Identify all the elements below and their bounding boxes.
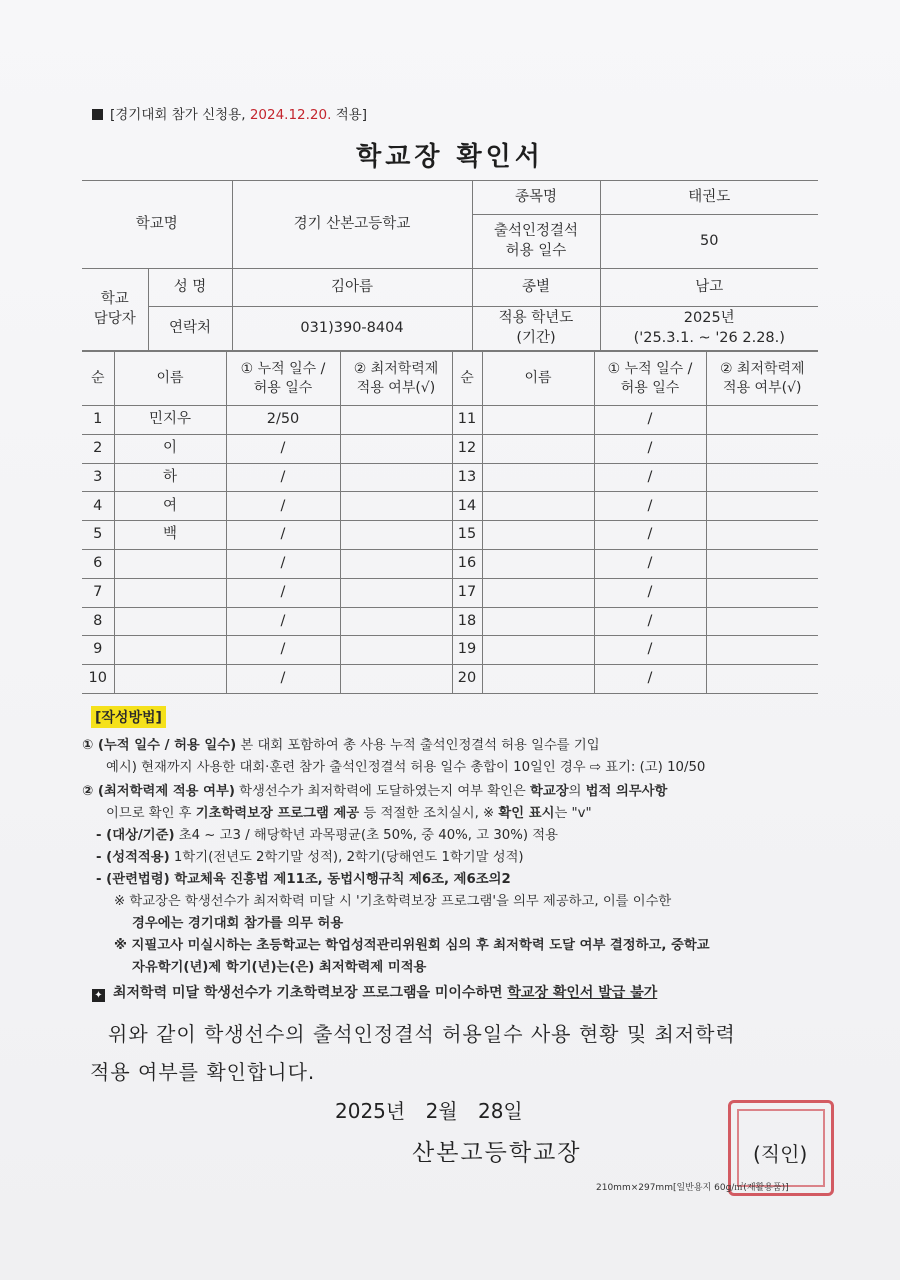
sport-value: 태권도 (600, 181, 818, 215)
student-flag (706, 406, 818, 435)
student-days: / (226, 434, 340, 463)
student-no: 18 (452, 607, 482, 636)
student-flag (340, 665, 452, 694)
student-name (114, 578, 226, 607)
student-flag (706, 549, 818, 578)
seal-label: (직인) (753, 1142, 808, 1166)
student-days: / (594, 521, 706, 550)
instruction-line-3: ② (최저학력제 적용 여부) 학생선수가 최저학력에 도달하였는지 여부 확인은 학교장의 법적 의무사항 (82, 784, 668, 799)
student-no: 5 (82, 521, 114, 550)
instruction-line-7: - (관련법령) 학교체육 진흥법 제11조, 동법시행규칙 제6조, 제6조의2 (96, 872, 511, 887)
student-days: / (226, 492, 340, 521)
student-name: 하 (114, 463, 226, 492)
student-no: 8 (82, 607, 114, 636)
student-days: 2/50 (226, 406, 340, 435)
student-name (482, 607, 594, 636)
instruction-line-6: - (성적적용) 1학기(전년도 2학기말 성적), 2학기(당해연도 1학기말 성적) (96, 850, 524, 865)
student-name: 여 (114, 492, 226, 521)
student-name (482, 492, 594, 521)
student-flag (706, 521, 818, 550)
student-name (114, 549, 226, 578)
student-no: 14 (452, 492, 482, 521)
student-name (482, 434, 594, 463)
student-flag (706, 578, 818, 607)
paper-spec: 210mm×297mm[일반용지 60g/㎡(재활용품)] (596, 1183, 789, 1193)
student-no: 12 (452, 434, 482, 463)
year-label: 적용 학년도 (기간) (472, 307, 600, 351)
student-flag (340, 549, 452, 578)
student-flag (340, 492, 452, 521)
student-name (114, 636, 226, 665)
student-no: 15 (452, 521, 482, 550)
student-days: / (594, 636, 706, 665)
student-flag (340, 434, 452, 463)
col-name: 이름 (114, 352, 226, 406)
col-flag: ② 최저학력제 적용 여부(√) (340, 352, 452, 406)
student-name (482, 406, 594, 435)
student-flag (706, 665, 818, 694)
year-value: 2025년 ('25.3.1. ~ '26 2.28.) (600, 307, 818, 351)
student-no: 4 (82, 492, 114, 521)
student-days: / (226, 607, 340, 636)
student-flag (340, 406, 452, 435)
student-name (482, 463, 594, 492)
top-note: [경기대회 참가 신청용, 2024.12.20. 적용] (92, 103, 367, 123)
student-name: 이 (114, 434, 226, 463)
school-value: 경기 산본고등학교 (232, 181, 472, 269)
instruction-line-1: ① (누적 일수 / 허용 일수) 본 대회 포함하여 총 사용 누적 출석인정결석 허용 일수를 기입 (82, 738, 600, 753)
square-bullet-icon (92, 109, 103, 120)
table-row (82, 434, 818, 463)
notice-icon: ✦ (92, 989, 105, 1002)
col-no: 순 (82, 352, 114, 406)
table-row (82, 492, 818, 521)
student-days: / (594, 492, 706, 521)
student-flag (340, 463, 452, 492)
student-days: / (226, 636, 340, 665)
student-rows (82, 406, 818, 694)
student-flag (706, 434, 818, 463)
student-no: 17 (452, 578, 482, 607)
student-days: / (594, 549, 706, 578)
student-table (82, 351, 818, 694)
student-days: / (226, 549, 340, 578)
student-no: 7 (82, 578, 114, 607)
student-days: / (594, 607, 706, 636)
allow-days-label: 출석인정결석 허용 일수 (472, 215, 600, 269)
student-days: / (226, 463, 340, 492)
student-name (482, 665, 594, 694)
table-row (82, 578, 818, 607)
student-flag (706, 607, 818, 636)
student-no: 6 (82, 549, 114, 578)
principal-name: 산본고등학교장 (412, 1140, 582, 1166)
table-row (82, 549, 818, 578)
instruction-line-8: ※ 학교장은 학생선수가 최저학력 미달 시 '기초학력보장 프로그램'을 의무 제공하고, 이를 이수한 (114, 894, 672, 909)
student-no: 19 (452, 636, 482, 665)
student-flag (340, 521, 452, 550)
col-flag-2: ② 최저학력제 적용 여부(√) (706, 352, 818, 406)
student-days: / (594, 434, 706, 463)
sport-label: 종목명 (472, 181, 600, 215)
table-row (82, 665, 818, 694)
name-label: 성 명 (148, 269, 232, 307)
instruction-line-5: - (대상/기준) 초4 ~ 고3 / 해당학년 과목평균(초 50%, 중 40%, 고 30%) 적용 (96, 828, 558, 843)
student-name (482, 636, 594, 665)
student-no: 13 (452, 463, 482, 492)
instruction-line-11: 자유학기(년)제 학기(년)는(은) 최저학력제 미적용 (132, 960, 427, 975)
student-days: / (226, 665, 340, 694)
student-flag (340, 636, 452, 665)
col-days-2: ① 누적 일수 / 허용 일수 (594, 352, 706, 406)
event-value: 남고 (600, 269, 818, 307)
issue-date: 2025년 2월 28일 (335, 1099, 523, 1123)
instruction-line-12: ✦ 최저학력 미달 학생선수가 기초학력보장 프로그램을 미이수하면 학교장 확인서 발급 불가 (92, 982, 657, 1002)
col-name-2: 이름 (482, 352, 594, 406)
event-label: 종별 (472, 269, 600, 307)
school-label: 학교명 (82, 181, 232, 269)
instructions-title: [작성방법] (91, 706, 166, 728)
student-no: 20 (452, 665, 482, 694)
table-row (82, 636, 818, 665)
instruction-line-9: 경우에는 경기대회 참가를 의무 허용 (132, 916, 344, 931)
manager-label: 학교 담당자 (82, 269, 148, 351)
student-flag (706, 636, 818, 665)
student-days: / (226, 578, 340, 607)
allow-days-value: 50 (600, 215, 818, 269)
student-name (114, 607, 226, 636)
student-flag (706, 492, 818, 521)
student-no: 11 (452, 406, 482, 435)
name-value: 김아름 (232, 269, 472, 307)
student-no: 3 (82, 463, 114, 492)
student-name (482, 521, 594, 550)
student-name (114, 665, 226, 694)
col-no-2: 순 (452, 352, 482, 406)
student-days: / (226, 521, 340, 550)
student-days: / (594, 406, 706, 435)
student-name: 백 (114, 521, 226, 550)
student-flag (706, 463, 818, 492)
student-days: / (594, 463, 706, 492)
table-row (82, 521, 818, 550)
student-no: 10 (82, 665, 114, 694)
col-days: ① 누적 일수 / 허용 일수 (226, 352, 340, 406)
student-no: 9 (82, 636, 114, 665)
student-no: 16 (452, 549, 482, 578)
student-days: / (594, 665, 706, 694)
contact-value: 031)390-8404 (232, 307, 472, 351)
instruction-line-10: ※ 지필고사 미실시하는 초등학교는 학업성적관리위원회 심의 후 최저학력 도달 여부 결정하고, 중학교 (114, 938, 710, 953)
closing-statement: 위와 같이 학생선수의 출석인정결석 허용일수 사용 현황 및 최저학력 적용 여부를 확인합니다. (90, 1022, 736, 1084)
student-flag (340, 578, 452, 607)
contact-label: 연락처 (148, 307, 232, 351)
table-row (82, 406, 818, 435)
table-row (82, 463, 818, 492)
student-name (482, 549, 594, 578)
instruction-line-4: 이므로 확인 후 기초학력보장 프로그램 제공 등 적절한 조치실시, ※ 확인 표시는 "v" (106, 806, 592, 821)
instruction-line-2: 예시) 현재까지 사용한 대회·훈련 참가 출석인정결석 허용 일수 총합이 10일인 경우 ⇨ 표기: (고) 10/50 (106, 760, 706, 775)
student-name: 민지우 (114, 406, 226, 435)
student-name (482, 578, 594, 607)
top-note-date: 2024.12.20. (249, 107, 332, 123)
student-days: / (594, 578, 706, 607)
info-table (82, 180, 818, 351)
student-no: 1 (82, 406, 114, 435)
page-title: 학교장 확인서 (356, 142, 544, 172)
student-no: 2 (82, 434, 114, 463)
student-flag (340, 607, 452, 636)
table-row (82, 607, 818, 636)
